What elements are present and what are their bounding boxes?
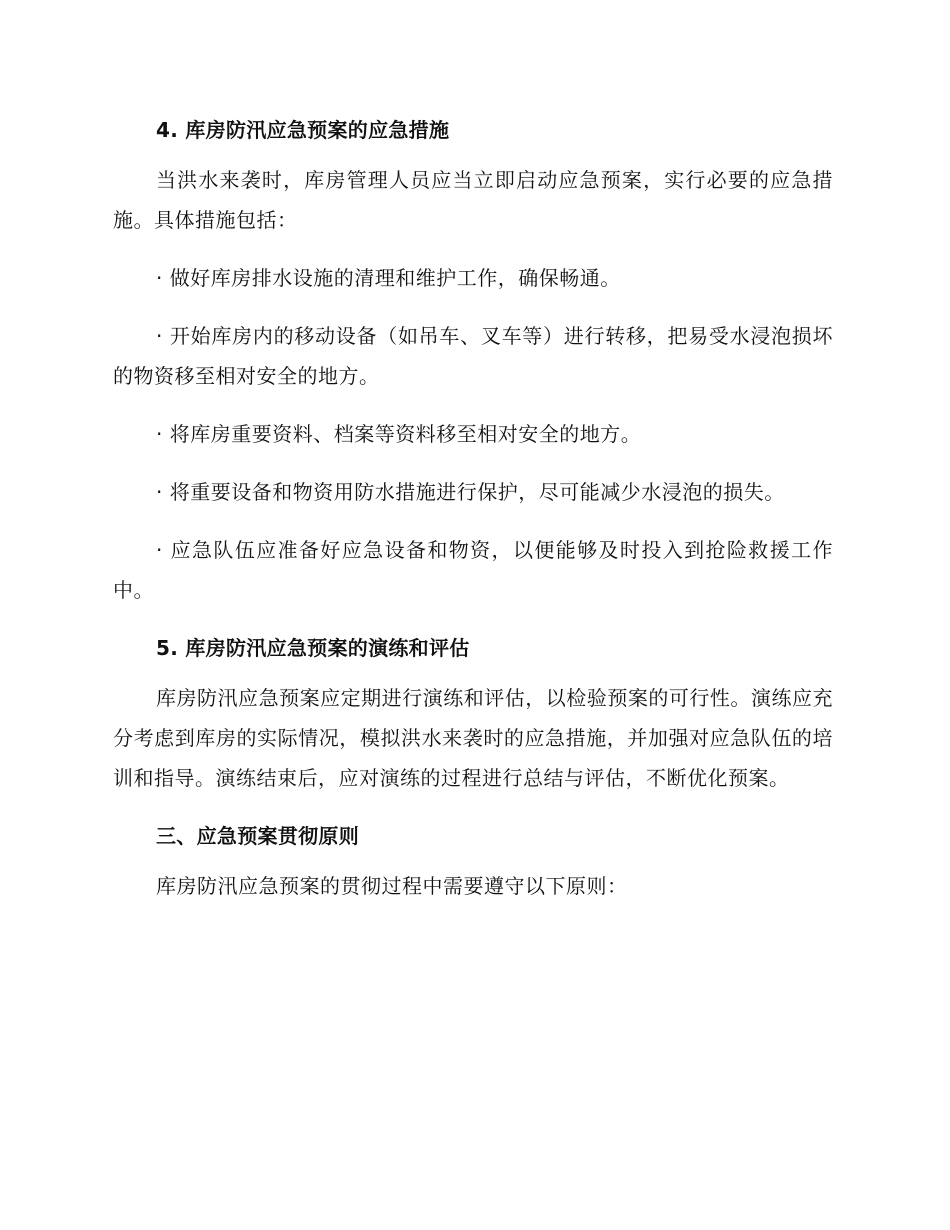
paragraph: 库房防汛应急预案的贯彻过程中需要遵守以下原则： (156, 874, 628, 898)
section-heading: 三、应急预案贯彻原则 (156, 824, 359, 848)
bullet-item: · 将库房重要资料、档案等资料移至相对安全的地方。 (156, 422, 642, 446)
paragraph: 当洪水来袭时，库房管理人员应当立即启动应急预案，实行必要的应急措施。具体措施包括： (113, 168, 833, 232)
paragraph: 库房防汛应急预案应定期进行演练和评估，以检验预案的可行性。演练应充分考虑到库房的实际情况，模拟洪水来袭时的应急措施，并加强对应急队伍的培训和指导。演练结束后，应对演练的过程进行总结与评估，不断优化预案。 (113, 686, 833, 790)
section-heading: 5. 库房防汛应急预案的演练和评估 (156, 636, 470, 660)
section-heading: 4. 库房防汛应急预案的应急措施 (156, 118, 450, 142)
document-body (113, 110, 833, 924)
bullet-item: · 开始库房内的移动设备（如吊车、叉车等）进行转移，把易受水浸泡损坏的物资移至相对安全的地方。 (113, 324, 833, 388)
bullet-item: · 将重要设备和物资用防水措施进行保护，尽可能减少水浸泡的损失。 (156, 480, 785, 504)
bullet-item: · 应急队伍应准备好应急设备和物资，以便能够及时投入到抢险救援工作中。 (113, 538, 833, 602)
bullet-item: · 做好库房排水设施的清理和维护工作，确保畅通。 (156, 266, 621, 290)
